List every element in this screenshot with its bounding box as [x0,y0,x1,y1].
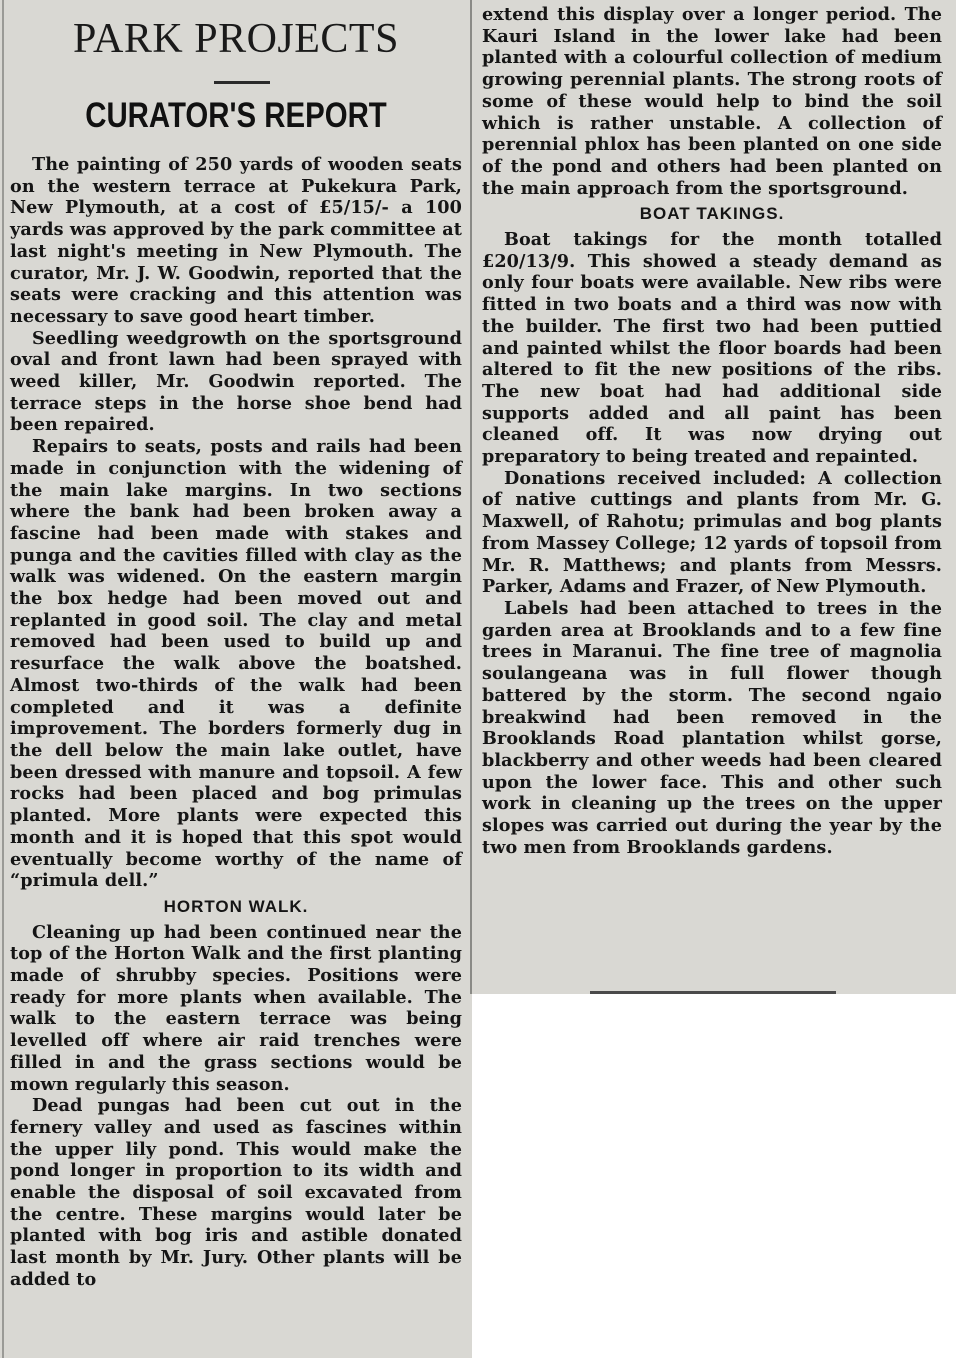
article-end-rule [590,991,836,994]
article-left-clipping [0,0,472,1358]
paragraph-horton-walk: Cleaning up had been continued near the top of the Horton Walk and the first planting made of shrubby species. Positions were ready for more plants when available. The walk to the eastern terrace was being levelled off where air raid trenches were filled in and the grass sections would be mown regularly this season. [10,921,462,1095]
paragraph-dead-pungas: Dead pungas had been cut out in the fernery valley and used as fascines within the upper lily pond. This would make the pond longer in proportion to its width and enable the disposal of soil excavated from the centre. These margins would later be planted with bog iris and astible donated last month by Mr. Jury. Other plants will be added to [10,1095,462,1290]
article-right-clipping [472,0,956,994]
paragraph-weedgrowth: Seedling weedgrowth on the sportsground oval and front lawn had been sprayed with weed killer, Mr. Goodwin reported. The terrace steps in the horse shoe bend had been repaired. [10,327,462,436]
column-divider [470,0,472,994]
article-headline: PARK PROJECTS [73,16,399,62]
paragraph-boat-takings: Boat takings for the month totalled £20/13/9. This showed a steady demand as only four boats were available. New ribs were fitted in two boats and a third was now with the builder. The first two had been puttied and painted whilst the floor boards had been altered to fit the new positions of the ribs. The new boat had had additional side supports added and all paint has been cleaned off. It was now drying out preparatory to being treated and repainted. [482,229,942,468]
section-heading-boat-takings: BOAT TAKINGS. [639,204,785,224]
section-heading-horton-walk: HORTON WALK. [163,896,309,916]
article-subheadline: CURATOR'S REPORT [85,96,387,135]
left-column [10,154,462,1291]
clipping-edge-line [2,0,4,1358]
paragraph-lake-margins: Repairs to seats, posts and rails had been made in conjunction with the widening of the main lake margins. In two sections where the bank had been broken away a fascine had been made with stakes and punga and the cavities filled with clay as the walk was widened. On the eastern margin the box hedge had been moved out and replanted in good soil. The clay and metal removed had been used to build up and resurface the walk above the boatshed. Almost two-thirds of the walk had been completed and it was a definite improvement. The borders formerly dug in the dell below the main lake outlet, have been dressed with manure and topsoil. A few rocks had been placed and bog primulas planted. More plants were expected this month and it is hoped that this spot would eventually become worthy of the name of “primula dell.” [10,436,462,892]
paragraph-continuation: extend this display over a longer period. The Kauri Island in the lower lake had been planted with a colourful collection of medium growing perennial plants. The strong roots of some of these would help to bind the soil which is rather unstable. A collection of perennial phlox has been planted on one side of the pond and others had been planted on the main approach from the sportsground. [482,4,942,199]
paragraph-donations: Donations received included: A collection of native cuttings and plants from Mr. G. Maxwell, of Rahotu; primulas and bog plants from Massey College; 12 yards of topsoil from Mr. R. Matthews; and plants from Messrs. Parker, Adams and Frazer, of New Plymouth. [482,467,942,598]
right-column [482,4,942,858]
paragraph-seat-painting: The painting of 250 yards of wooden seats on the western terrace at Pukekura Park, New Plymouth, at a cost of £5/15/- a 100 yards was approved by the park committee at last night's meeting in New Plymouth. The curator, Mr. J. W. Goodwin, reported that the seats were cracking and this attention was necessary to save good heart timber. [10,154,462,327]
headline-divider [214,81,270,84]
paragraph-labels: Labels had been attached to trees in the garden area at Brooklands and to a few fine trees in Maranui. The fine tree of magnolia soulangeana was in full flower though battered by the storm. The second ngaio breakwind had been removed in the Brooklands Road plantation whilst gorse, blackberry and other weeds had been cleared upon the lower face. This and other such work in cleaning up the trees on the upper slopes was carried out during the year by the two men from Brooklands gardens. [482,597,942,858]
